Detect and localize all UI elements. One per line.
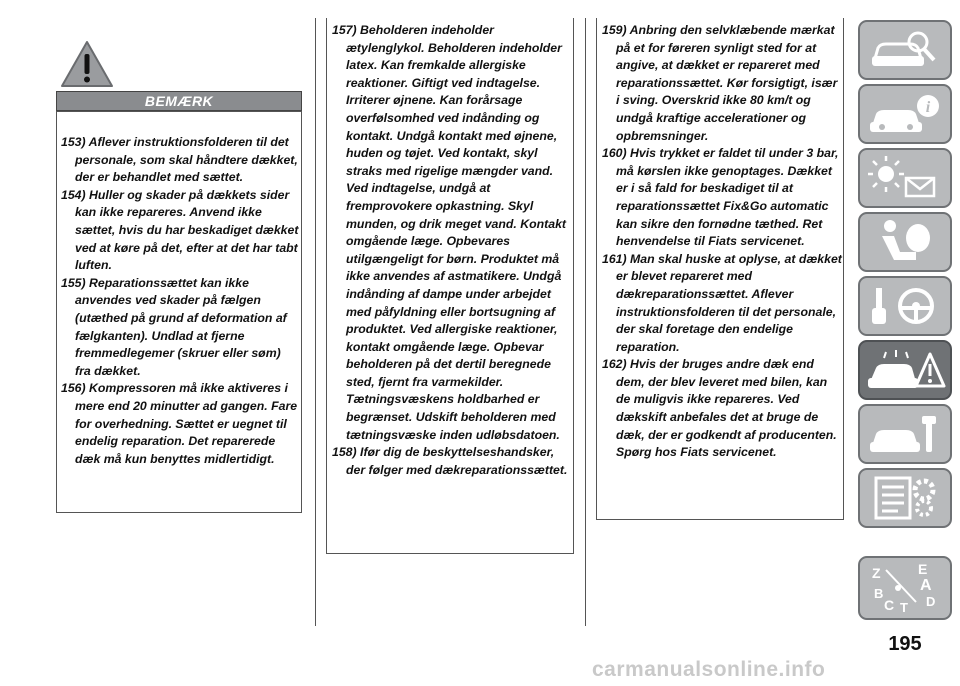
note-153: 153) Aflever instruktionsfolderen til det personale, som skal håndtere dækket, der er behandlet med sættet. [61,135,298,185]
note-156: 156) Kompressoren må ikke aktiveres i mere end 20 minutter ad gangen. Fare for overhedning. Sættet er uegnet til endelig reparation. Det reparerede dæk må kun benyttes midlertidigt. [61,381,298,466]
chapter-tab-2[interactable] [858,84,952,144]
index-letter-z: Z [872,565,881,581]
chapter-tab-3[interactable] [858,148,952,208]
note-158: 158) Ifør dig de beskyttelseshandsker, der følger med dækreparationssættet. [332,445,568,477]
note-159: 159) Anbring den selvklæbende mærkat på et for føreren synligt sted for at angive, at dækket er repareret med reparationssættet. Kør forsigtigt, især i sving. Overskrid ikke 80 km/t og undgå kraftige accelerationer og opbremsninger. [602,23,838,143]
chapter-tab-6-active[interactable] [858,340,952,400]
index-letter-b: B [874,586,884,601]
car-info-icon [860,86,950,142]
chapter-tab-8[interactable] [858,468,952,528]
chapter-tab-7[interactable] [858,404,952,464]
alphabet-index-icon [860,558,950,618]
note-162: 162) Hvis der bruges andre dæk end dem, der blev leveret med bilen, kan de muligvis ikke repareres. Ved dækskift anbefales det at bruge de dæk, der er godkendt af producenten. Spørg hos Fiats servicenet. [602,357,837,460]
column-divider-1 [315,18,316,626]
column-divider-2 [585,18,586,626]
note-161: 161) Man skal huske at oplyse, at dækket er blevet repareret med dækreparationssættet. Aflever instruktionsfolderen til det personale, der skal foretage den endelige reparation. [602,251,842,354]
chapter-tab-1[interactable] [858,20,952,80]
warning-triangle-icon [60,40,114,88]
airbag-seat-icon [860,214,950,270]
page-number: 195 [888,633,922,655]
watermark: carmanualsonline.info [592,658,826,681]
note-155: 155) Reparationssættet kan ikke anvendes ved skader på fælgen (utæthed på grund af deformation af fælgkanten). Undlad at fjerne fremmedlegemer (skruer eller søm) fra dækket. [61,275,287,378]
note-list-1 [61,134,299,468]
car-maintenance-icon [860,406,950,462]
car-search-icon [860,22,950,78]
warning-box-column-3 [596,18,844,520]
chapter-tab-4[interactable] [858,212,952,272]
index-letter-t: T [900,600,908,615]
note-list-2 [332,22,572,479]
svg-text:i: i [925,99,931,116]
steering-wheel-key-icon [860,278,950,334]
index-letter-a: A [920,577,932,594]
index-letter-d: D [926,594,936,609]
car-emergency-triangle-icon [860,342,950,398]
index-letter-c: C [884,597,895,613]
warning-box-column-2 [326,18,574,554]
warning-box-column-1 [56,111,302,513]
warning-heading: BEMÆRK [56,91,302,111]
chapter-tab-5[interactable] [858,276,952,336]
specs-gear-list-icon [860,470,950,526]
note-160: 160) Hvis trykket er faldet til under 3 bar, må kørslen ikke genoptages. Dækket er i så fald for beskadiget til at reparationssættet Fix&Go automatic kan sikre den fornødne tæthed. Ret henvendelse til Fiats servicenet. [602,146,839,249]
chapter-tab-9-index[interactable] [858,556,952,620]
note-154: 154) Huller og skader på dækkets sider kan ikke repareres. Anvend ikke sættet, hvis du har beskadiget dækket ved at køre på det, efter at det har tabt luften. [61,187,299,273]
warning-light-envelope-icon [860,150,950,206]
index-letter-e: E [918,561,928,577]
note-157: 157) Beholderen indeholder ætylenglykol. Beholderen indeholder latex. Kan fremkalde allergiske reaktioner. Giftigt ved indtagelse. Irriterer øjnene. Kan forårsage overfølsomhed ved indånding og kontakt. Undgå kontakt med øjnene, huden og tøjet. Ved kontakt, skyl straks med rigelige mængder vand. Ved indtagelse, undgå at fremprovokere opkastning. Skyl munden, og drik meget vand. Kontakt omgående læge. Opbevares utilgængeligt for børn. Produktet må ikke anvendes af astmatikere. Undgå indånding af dampe under arbejdet med påfyldning eller bortsugning af produktet. Ved allergiske reaktioner, kontakt omgående læge. Opbevar beholderen på det dertil beregnede sted, fjernt fra varmekilder. Tætningsvæskens holdbarhed er begrænset. Udskift beholderen med tætningsvæske inden udløbsdatoen. [332,23,566,442]
note-list-3 [602,22,842,462]
